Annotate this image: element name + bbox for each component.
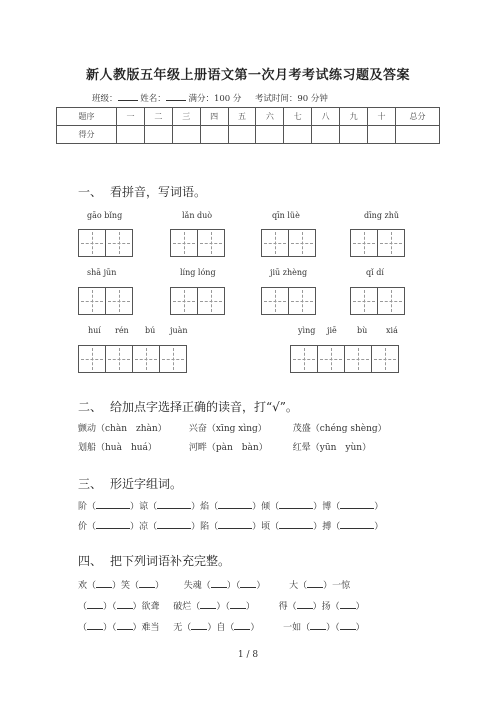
idiom-text: 破烂（ bbox=[173, 602, 201, 612]
pinyin: huí bbox=[88, 326, 101, 335]
idiom-text: ）一惊 bbox=[323, 581, 351, 591]
answer-blank[interactable] bbox=[87, 600, 103, 609]
answer-blank[interactable] bbox=[211, 579, 227, 588]
idiom-text: （ bbox=[78, 602, 88, 612]
pronunciation-item[interactable]: 划船（huà huá） bbox=[78, 443, 157, 453]
idiom-text: ） bbox=[250, 623, 260, 633]
answer-blank[interactable] bbox=[117, 600, 133, 609]
word-building-line: 价（ ）凉（ ）陷（ ）顷（ ）搏（ ） bbox=[78, 519, 383, 532]
character: 焰 bbox=[200, 502, 210, 512]
score-header-cell: 一 bbox=[117, 108, 145, 126]
score-cell[interactable] bbox=[172, 126, 200, 144]
section-2-heading bbox=[78, 398, 298, 415]
character: 价 bbox=[78, 522, 88, 532]
idiom-text: 欢（ bbox=[78, 581, 97, 591]
answer-blank[interactable] bbox=[340, 500, 374, 509]
idiom-text: ）（ bbox=[226, 581, 241, 591]
class-blank bbox=[118, 92, 138, 101]
pronunciation-item[interactable]: 颤动（chàn zhàn） bbox=[78, 424, 167, 434]
score-header-cell: 题序 bbox=[57, 108, 117, 126]
answer-blank[interactable] bbox=[218, 500, 252, 509]
score-header-cell: 七 bbox=[284, 108, 312, 126]
idiom-text: ）难当 bbox=[132, 623, 160, 633]
pinyin: rén bbox=[115, 326, 129, 335]
answer-blank[interactable] bbox=[307, 579, 323, 588]
idiom-text: ） bbox=[155, 581, 165, 591]
class-label: 班级： bbox=[92, 94, 118, 104]
score-header-cell: 九 bbox=[340, 108, 368, 126]
pronunciation-line bbox=[78, 440, 371, 453]
character: 谅 bbox=[139, 502, 149, 512]
idiom-text: ）（ bbox=[103, 623, 117, 633]
idiom-line bbox=[78, 620, 365, 633]
pronunciation-item[interactable]: 红晕（yūn yùn） bbox=[292, 443, 372, 453]
writing-grid[interactable] bbox=[78, 287, 133, 315]
pronunciation-item[interactable]: 茂盛（chéng shèng） bbox=[292, 424, 387, 434]
page-number: 1 / 8 bbox=[237, 650, 259, 660]
idiom-text: ）笑（ bbox=[112, 581, 140, 591]
score-row-label: 得分 bbox=[57, 126, 117, 144]
answer-blank[interactable] bbox=[340, 600, 356, 609]
idiom-text: ） bbox=[355, 623, 365, 633]
idiom-text: ） bbox=[355, 602, 365, 612]
pinyin: xiá bbox=[386, 326, 398, 335]
pronunciation-item[interactable]: 兴奋（xīng xìng） bbox=[188, 424, 267, 434]
answer-blank[interactable] bbox=[234, 621, 250, 630]
answer-blank[interactable] bbox=[117, 621, 133, 630]
writing-grid[interactable] bbox=[261, 229, 316, 257]
section-title: 把下列词语补充完整。 bbox=[110, 554, 231, 568]
score-header-cell: 三 bbox=[172, 108, 200, 126]
writing-grid[interactable] bbox=[350, 229, 405, 257]
answer-blank[interactable] bbox=[279, 520, 313, 529]
pinyin: bú bbox=[145, 326, 156, 335]
score-value-row bbox=[57, 126, 440, 144]
answer-blank[interactable] bbox=[96, 520, 130, 529]
score-cell[interactable] bbox=[312, 126, 340, 144]
answer-blank[interactable] bbox=[240, 579, 256, 588]
idiom-text: 大（ bbox=[289, 581, 308, 591]
score-header-cell: 四 bbox=[200, 108, 228, 126]
section-number: 二、 bbox=[78, 400, 103, 414]
pinyin: yìng bbox=[298, 326, 316, 335]
pinyin: shā jūn bbox=[87, 268, 117, 277]
idiom-line bbox=[78, 578, 350, 591]
pinyin: dīng zhǔ bbox=[364, 211, 400, 220]
score-header-cell: 总分 bbox=[396, 108, 440, 126]
pinyin: gāo bǐng bbox=[87, 211, 123, 220]
pinyin: líng lóng bbox=[180, 268, 216, 277]
section-number: 四、 bbox=[78, 554, 103, 568]
score-header-cell: 十 bbox=[368, 108, 396, 126]
idiom-text: 无（ bbox=[173, 623, 192, 633]
idiom-text: ） bbox=[245, 602, 255, 612]
score-header-cell: 六 bbox=[256, 108, 284, 126]
idiom-text: ）扬（ bbox=[312, 602, 340, 612]
answer-blank[interactable] bbox=[340, 621, 356, 630]
document-title: 新人教版五年级上册语文第一次月考考试练习题及答案 bbox=[85, 68, 410, 83]
answer-blank[interactable] bbox=[96, 579, 112, 588]
idiom-text: 得（ bbox=[278, 602, 297, 612]
idiom-text: 一如（ bbox=[283, 623, 311, 633]
pinyin: bù bbox=[357, 326, 368, 335]
pinyin: qīn lüè bbox=[272, 211, 300, 220]
idiom-text: 失魂（ bbox=[183, 581, 211, 591]
idiom-text: ）欲聋 bbox=[132, 602, 160, 612]
score-table bbox=[56, 107, 440, 144]
answer-blank[interactable] bbox=[87, 621, 103, 630]
answer-blank[interactable] bbox=[218, 520, 252, 529]
pinyin: jiē bbox=[327, 326, 337, 335]
score-header-cell: 二 bbox=[144, 108, 172, 126]
score-cell[interactable] bbox=[144, 126, 172, 144]
answer-blank[interactable] bbox=[200, 600, 216, 609]
answer-blank[interactable] bbox=[96, 500, 130, 509]
idiom-text: ）自（ bbox=[207, 623, 235, 633]
section-1-heading bbox=[78, 183, 206, 200]
word-building-line: 阶（ ）谅（ ）焰（ ）倾（ ）博（ ） bbox=[78, 499, 383, 512]
section-number: 三、 bbox=[78, 477, 103, 491]
writing-grid[interactable] bbox=[78, 345, 187, 373]
section-title: 形近字组词。 bbox=[110, 477, 183, 491]
score-cell[interactable] bbox=[284, 126, 312, 144]
writing-grid[interactable] bbox=[170, 229, 225, 257]
score-cell[interactable] bbox=[368, 126, 396, 144]
score-cell[interactable] bbox=[200, 126, 228, 144]
section-4-heading bbox=[78, 552, 230, 569]
answer-blank[interactable] bbox=[157, 500, 191, 509]
answer-blank[interactable] bbox=[191, 621, 207, 630]
score-header-cell: 五 bbox=[228, 108, 256, 126]
writing-grid[interactable] bbox=[350, 287, 405, 315]
section-3-heading bbox=[78, 475, 182, 492]
writing-grid[interactable] bbox=[261, 287, 316, 315]
character: 搏 bbox=[322, 522, 332, 532]
section-title: 看拼音，写词语。 bbox=[110, 185, 207, 199]
character: 阶 bbox=[78, 502, 88, 512]
character: 凉 bbox=[139, 522, 149, 532]
exam-time: 考试时间：90 分钟 bbox=[254, 94, 328, 104]
score-cell[interactable] bbox=[228, 126, 256, 144]
idiom-text: ）（ bbox=[216, 602, 230, 612]
idiom-line bbox=[78, 599, 365, 612]
score-cell[interactable] bbox=[340, 126, 368, 144]
idiom-text: ）（ bbox=[326, 623, 340, 633]
answer-blank[interactable] bbox=[157, 520, 191, 529]
pinyin: qǐ dí bbox=[366, 268, 384, 277]
score-cell[interactable] bbox=[256, 126, 284, 144]
answer-blank[interactable] bbox=[310, 621, 326, 630]
pinyin: lǎn duò bbox=[182, 211, 213, 220]
character: 顷 bbox=[261, 522, 271, 532]
section-number: 一、 bbox=[78, 185, 103, 199]
idiom-text: ）（ bbox=[103, 602, 117, 612]
score-header-row bbox=[57, 108, 440, 126]
pronunciation-line bbox=[78, 421, 387, 434]
section-title: 给加点字选择正确的读音，打“√”。 bbox=[110, 400, 298, 414]
answer-blank[interactable] bbox=[297, 600, 313, 609]
answer-blank[interactable] bbox=[340, 520, 374, 529]
exam-info bbox=[92, 92, 328, 104]
pinyin: juàn bbox=[170, 326, 188, 335]
idiom-text: （ bbox=[78, 623, 88, 633]
score-cell[interactable] bbox=[117, 126, 145, 144]
writing-grid[interactable] bbox=[290, 345, 399, 373]
pronunciation-item[interactable]: 河畔（pàn bàn） bbox=[188, 443, 268, 453]
answer-blank[interactable] bbox=[279, 500, 313, 509]
answer-blank[interactable] bbox=[230, 600, 246, 609]
writing-grid[interactable] bbox=[170, 287, 225, 315]
full-score: 满分：100 分 bbox=[188, 94, 242, 104]
character: 倾 bbox=[261, 502, 271, 512]
writing-grid[interactable] bbox=[78, 229, 133, 257]
name-blank bbox=[166, 92, 186, 101]
character: 陷 bbox=[200, 522, 210, 532]
idiom-text: ） bbox=[256, 581, 266, 591]
pinyin: jiū zhèng bbox=[270, 268, 308, 277]
name-label: 姓名： bbox=[140, 94, 166, 104]
score-header-cell: 八 bbox=[312, 108, 340, 126]
character: 博 bbox=[322, 502, 332, 512]
answer-blank[interactable] bbox=[139, 579, 155, 588]
score-cell[interactable] bbox=[396, 126, 440, 144]
